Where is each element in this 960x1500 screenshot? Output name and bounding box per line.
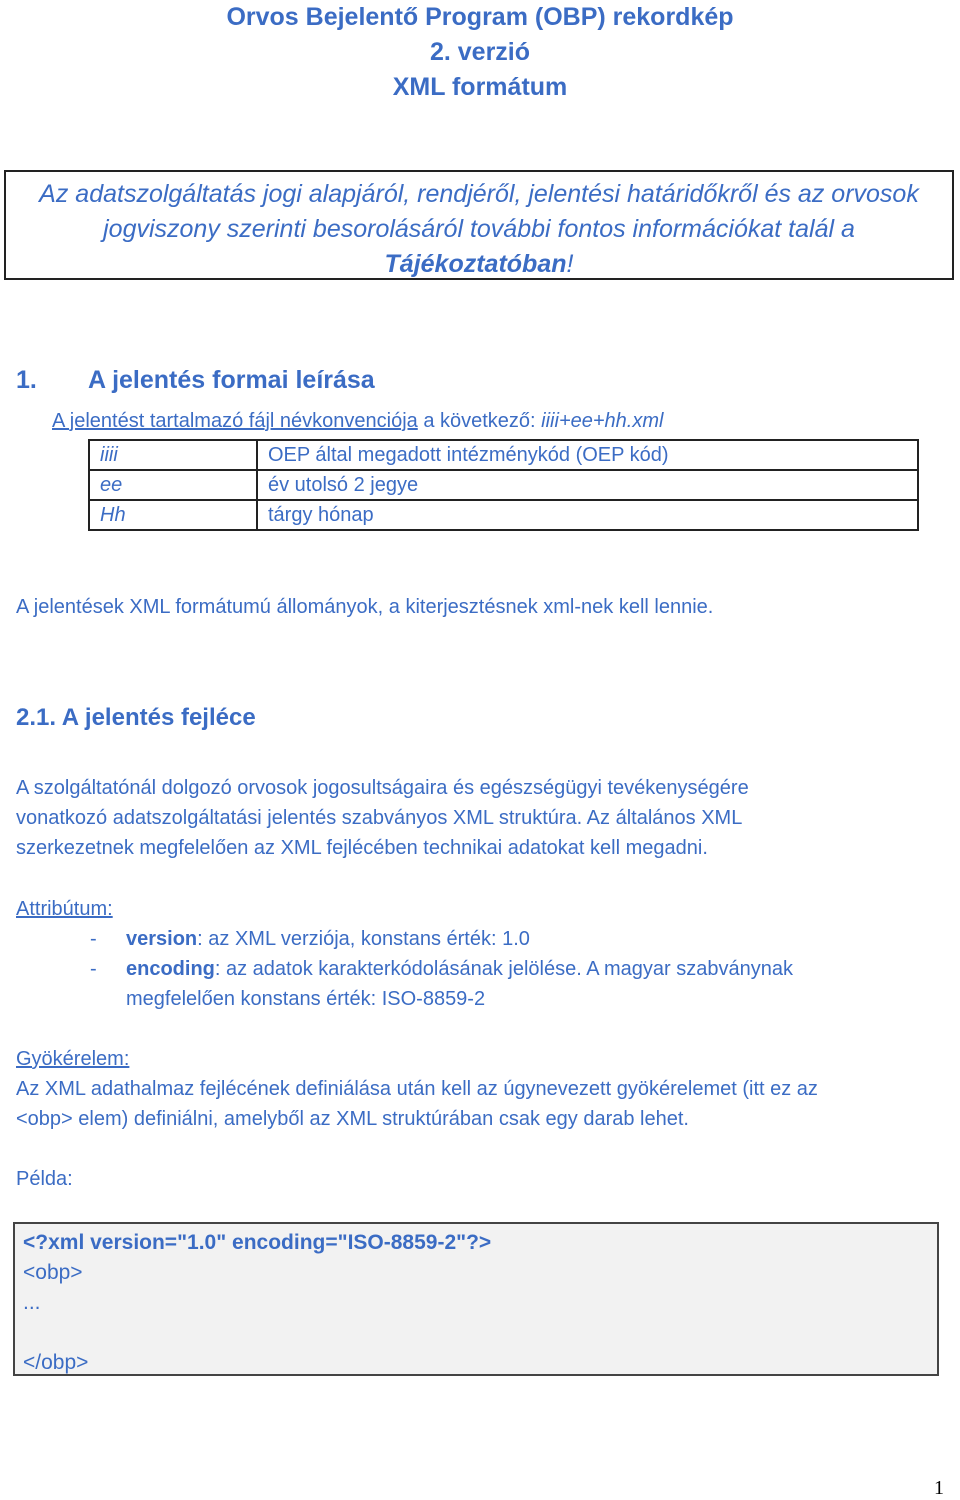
document-title [0, 0, 960, 105]
naming-codes-table [88, 439, 919, 531]
bullet-dash: - [90, 928, 97, 950]
attribute-name: encoding [126, 958, 215, 980]
table-row [89, 440, 918, 470]
header-description [16, 773, 749, 863]
naming-rest: a következő: [417, 410, 542, 432]
code-cell: ee [89, 470, 257, 500]
attribute-list [16, 924, 916, 1014]
attribute-text: : az adatok karakterkódolásának jelölése. A magyar szabványnak [214, 958, 794, 980]
naming-label: A jelentést tartalmazó fájl névkonvenciója [52, 410, 418, 432]
description-line: szerkezetnek megfelelően az XML fejlécében technikai adatokat kell megadni. [16, 837, 708, 859]
desc-cell: tárgy hónap [257, 500, 918, 530]
notice-line-3 [6, 247, 952, 282]
title-line-3: XML formátum [392, 73, 568, 101]
root-element-description [16, 1074, 818, 1134]
desc-cell: OEP által megadott intézménykód (OEP kód) [257, 440, 918, 470]
attribute-label: Attribútum: [16, 898, 113, 920]
list-item [16, 924, 916, 954]
section-1-heading [16, 366, 375, 395]
code-cell: Hh [89, 500, 257, 530]
description-line: Az XML adathalmaz fejlécének definiálása után kell az úgynevezett gyökérelemet (itt ez az [16, 1078, 818, 1100]
code-line: <?xml version="1.0" encoding="ISO-8859-2"?> [23, 1231, 492, 1254]
notice-line-1: Az adatszolgáltatás jogi alapjáról, rendjéről, jelentési határidőkről és az orvosok [39, 180, 919, 208]
attribute-name: version [126, 928, 198, 950]
xml-code-example [13, 1222, 939, 1376]
description-line: A szolgáltatónál dolgozó orvosok jogosultságaira és egészségügyi tevékenységére [16, 777, 749, 799]
code-line [23, 1318, 929, 1348]
code-line: </obp> [23, 1351, 89, 1374]
description-line: vonatkozó adatszolgáltatási jelentés szabványos XML struktúra. Az általános XML [16, 807, 743, 829]
xml-note: A jelentések XML formátumú állományok, a kiterjesztésnek xml-nek kell lennie. [16, 596, 714, 618]
bullet-dash: - [90, 958, 97, 980]
root-element-label: Gyökérelem: [16, 1048, 130, 1070]
description-line: <obp> elem) definiálni, amelyből az XML struktúrában csak egy darab lehet. [16, 1108, 689, 1130]
notice-end: ! [566, 250, 574, 278]
info-notice-box [4, 170, 954, 280]
code-line: <obp> [23, 1261, 83, 1284]
title-line-2: 2. verzió [429, 38, 531, 66]
attribute-text: : az XML verziója, konstans érték: 1.0 [197, 928, 530, 950]
section-1-title: A jelentés formai leírása [88, 366, 375, 394]
code-line: ... [23, 1291, 41, 1314]
section-1-number: 1. [16, 366, 37, 394]
file-naming-line [52, 410, 663, 433]
naming-pattern: iiii+ee+hh.xml [541, 410, 664, 432]
attribute-text-cont: megfelelően konstans érték: ISO-8859-2 [126, 988, 486, 1010]
section-2-1-heading: 2.1. A jelentés fejléce [16, 704, 256, 731]
example-label: Példa: [16, 1168, 73, 1190]
notice-line-2: jogviszony szerinti besorolásáról további fontos információkat talál a [103, 215, 855, 243]
page-number: 1 [934, 1477, 944, 1499]
list-item [16, 954, 916, 1014]
title-line-1: Orvos Bejelentő Program (OBP) rekordkép [226, 3, 734, 31]
table-row [89, 500, 918, 530]
code-cell: iiii [89, 440, 257, 470]
table-row [89, 470, 918, 500]
tajekoztato-link[interactable]: Tájékoztatóban [384, 250, 567, 278]
desc-cell: év utolsó 2 jegye [257, 470, 918, 500]
